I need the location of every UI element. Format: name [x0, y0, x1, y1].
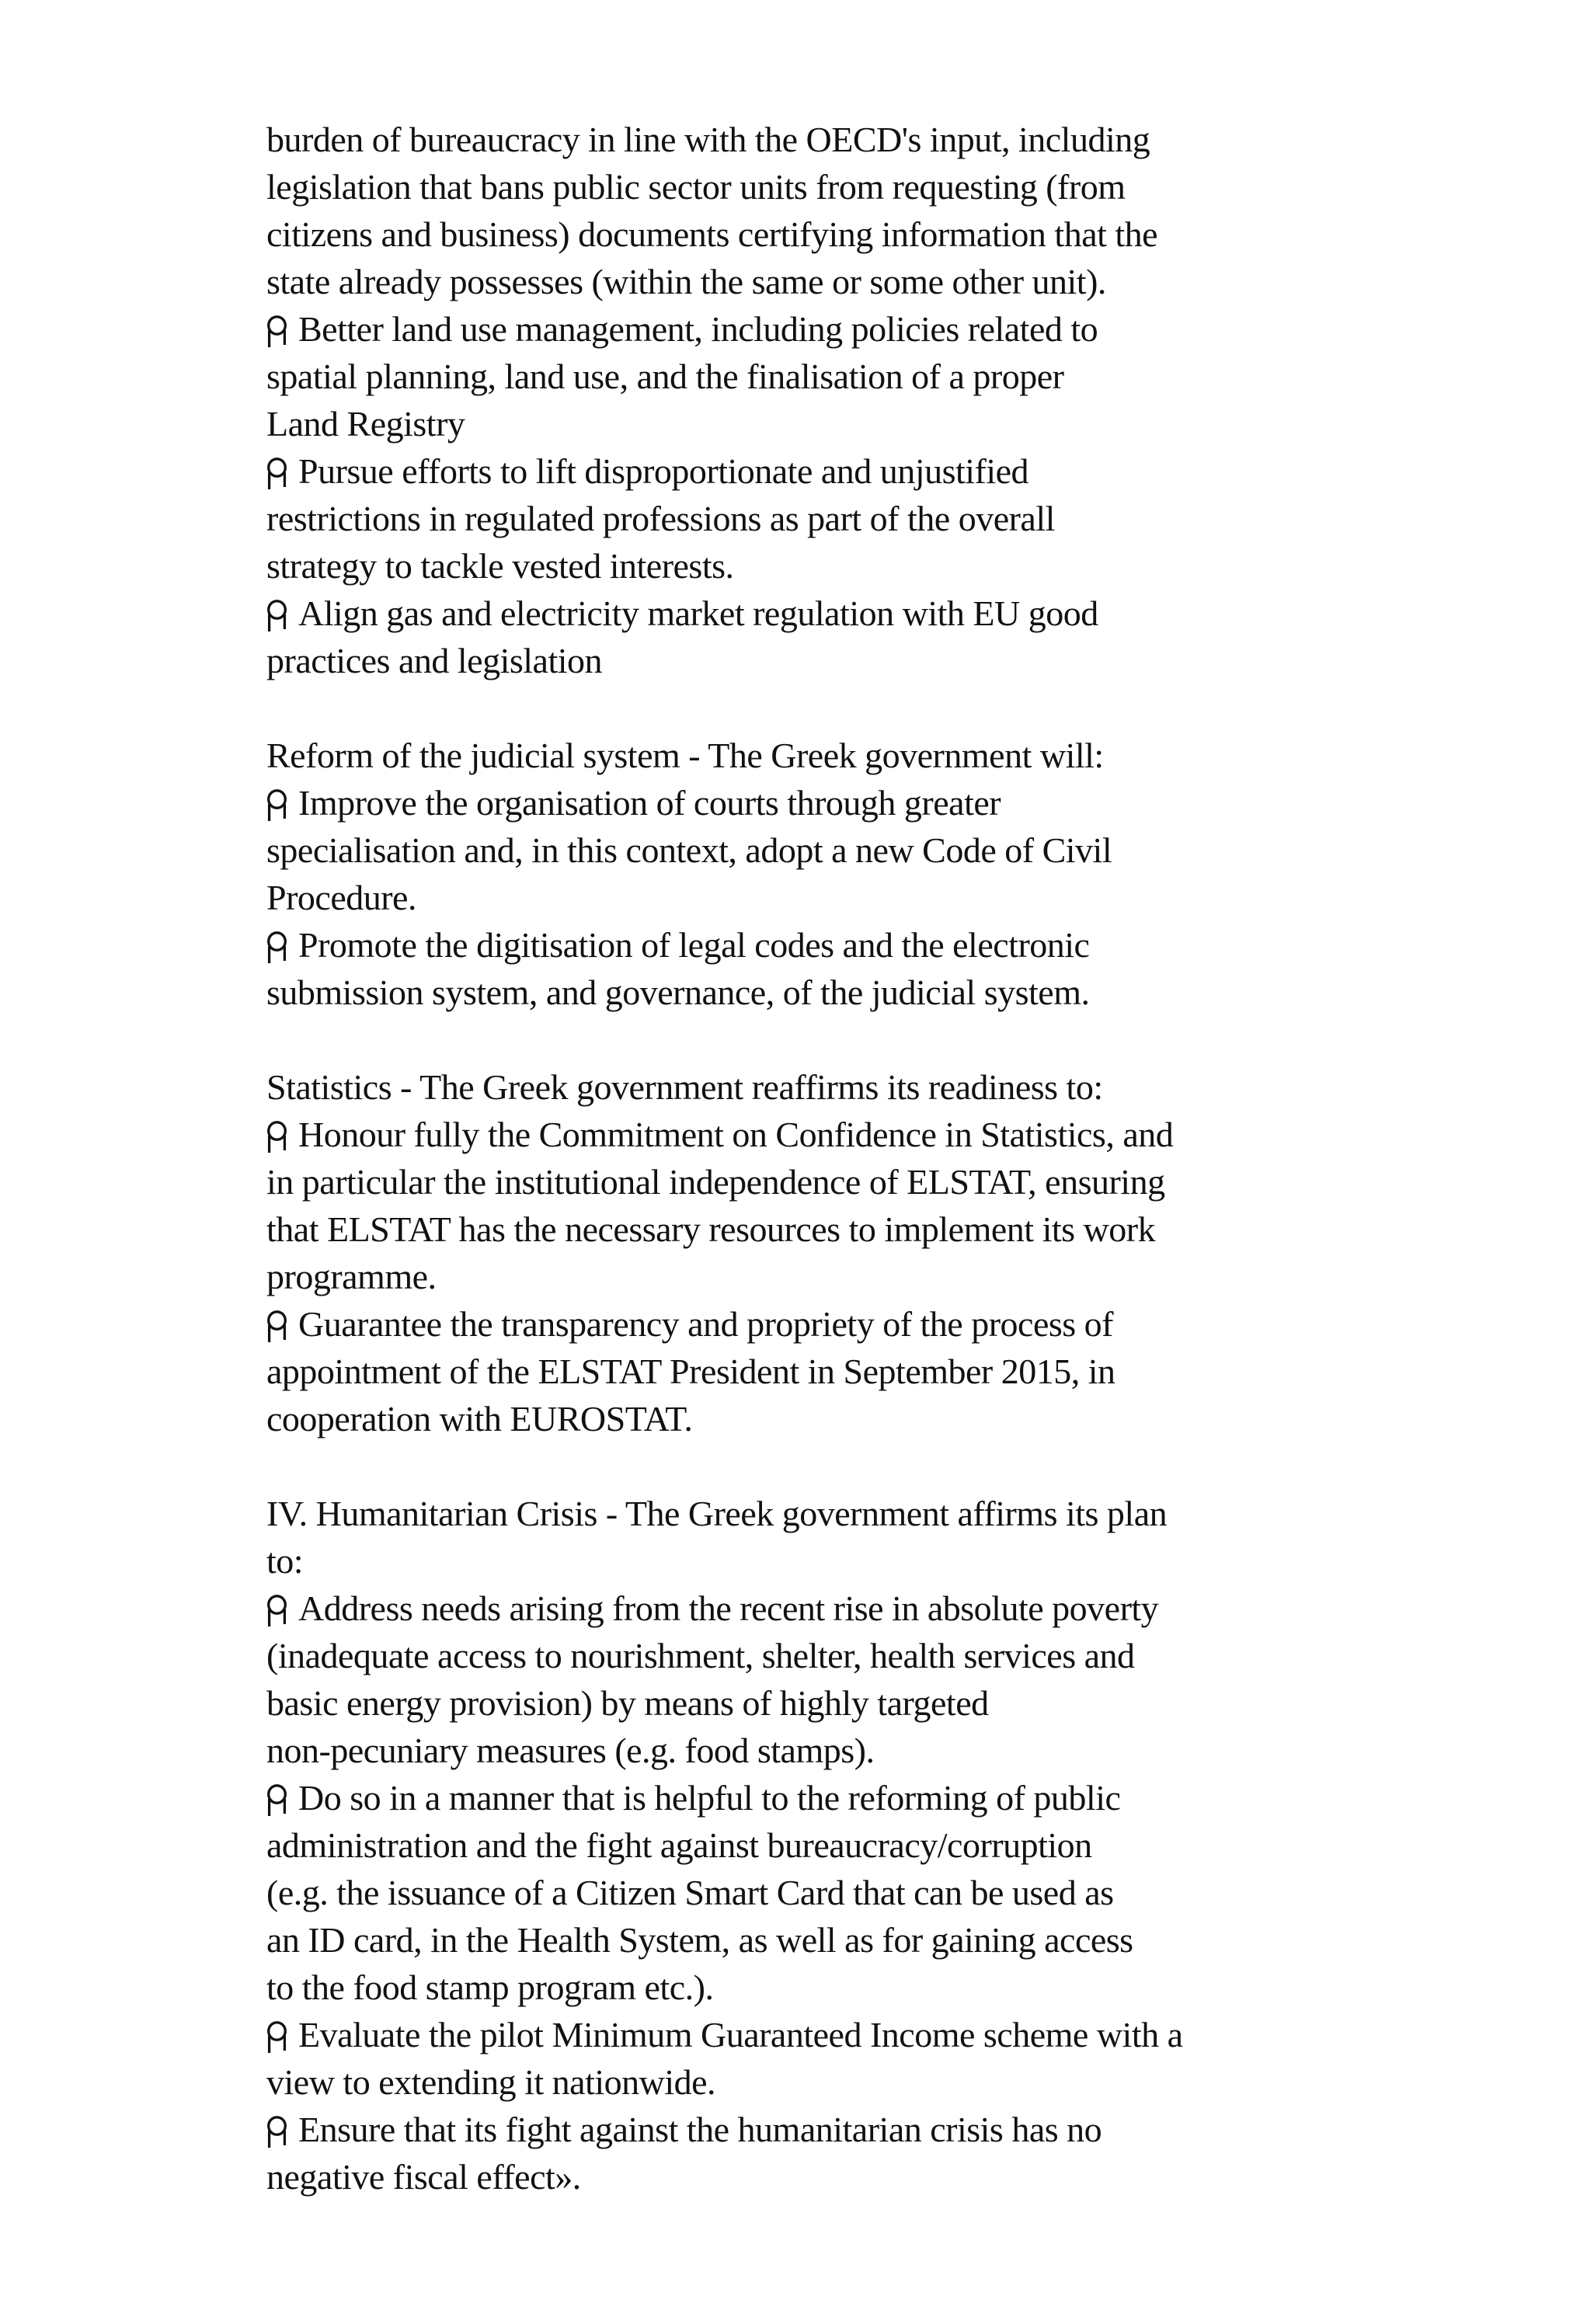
text-line — [266, 1111, 1432, 1158]
line-text: basic energy provision) by means of highly targeted — [266, 1683, 989, 1723]
text-line — [266, 1537, 1432, 1585]
text-line — [266, 305, 1432, 353]
text-line — [266, 1774, 1432, 1821]
bullet-icon — [266, 2116, 287, 2148]
text-line — [266, 1348, 1432, 1395]
text-line — [266, 921, 1432, 969]
text-line — [266, 1395, 1432, 1442]
text-line — [266, 1869, 1432, 1916]
blank-line — [266, 1016, 1432, 1063]
line-text: in particular the institutional independence of ELSTAT, ensuring — [266, 1162, 1165, 1202]
text-line — [266, 353, 1432, 400]
text-line — [266, 1679, 1432, 1727]
line-text: Align gas and electricity market regulation with EU good — [298, 593, 1098, 633]
line-text: Address needs arising from the recent rise in absolute poverty — [298, 1588, 1159, 1628]
line-text: cooperation with EUROSTAT. — [266, 1399, 693, 1439]
bullet-icon — [266, 457, 287, 490]
text-line — [266, 2011, 1432, 2058]
line-text: Improve the organisation of courts through greater — [298, 783, 1001, 823]
text-line — [266, 1632, 1432, 1679]
line-text: state already possesses (within the same or some other unit). — [266, 262, 1106, 301]
document-text-block — [266, 116, 1432, 2200]
text-line — [266, 1300, 1432, 1348]
text-line — [266, 637, 1432, 684]
line-text: to the food stamp program etc.). — [266, 1967, 714, 2007]
bullet-icon — [266, 1121, 287, 1153]
bullet-icon — [266, 931, 287, 964]
line-text: submission system, and governance, of the judicial system. — [266, 972, 1090, 1012]
text-line — [266, 542, 1432, 590]
line-text: Promote the digitisation of legal codes and the electronic — [298, 925, 1090, 965]
text-line — [266, 447, 1432, 495]
line-text: that ELSTAT has the necessary resources to implement its work — [266, 1209, 1156, 1249]
line-text: restrictions in regulated professions as part of the overall — [266, 499, 1055, 538]
line-text: to: — [266, 1541, 304, 1581]
line-text: Procedure. — [266, 878, 416, 917]
text-line — [266, 779, 1432, 826]
bullet-icon — [266, 1310, 287, 1343]
line-text: Do so in a manner that is helpful to the reforming of public — [298, 1778, 1121, 1818]
line-text: Better land use management, including policies related to — [298, 309, 1098, 349]
line-text: appointment of the ELSTAT President in September 2015, in — [266, 1352, 1115, 1391]
line-text: spatial planning, land use, and the finalisation of a proper — [266, 357, 1064, 396]
bullet-icon — [266, 315, 287, 348]
text-line — [266, 400, 1432, 447]
line-text: administration and the fight against bureaucracy/corruption — [266, 1825, 1092, 1865]
bullet-icon — [266, 789, 287, 822]
line-text: non-pecuniary measures (e.g. food stamps). — [266, 1731, 875, 1770]
text-line — [266, 1964, 1432, 2011]
text-line — [266, 2106, 1432, 2153]
line-text: (e.g. the issuance of a Citizen Smart Card that can be used as — [266, 1873, 1114, 1912]
text-line — [266, 826, 1432, 874]
bullet-icon — [266, 1784, 287, 1817]
text-line — [266, 2153, 1432, 2200]
line-text: Statistics - The Greek government reaffirms its readiness to: — [266, 1067, 1103, 1107]
text-line — [266, 163, 1432, 210]
text-line — [266, 1063, 1432, 1111]
blank-line — [266, 1442, 1432, 1490]
line-text: Honour fully the Commitment on Confidence in Statistics, and — [298, 1115, 1174, 1154]
text-line — [266, 495, 1432, 542]
line-text: legislation that bans public sector units from requesting (from — [266, 167, 1126, 207]
line-text: an ID card, in the Health System, as well as for gaining access — [266, 1920, 1133, 1960]
line-text: Pursue efforts to lift disproportionate and unjustified — [298, 451, 1029, 491]
line-text: Ensure that its fight against the humanitarian crisis has no — [298, 2110, 1102, 2149]
text-line — [266, 116, 1432, 163]
bullet-icon — [266, 600, 287, 632]
bullet-icon — [266, 2021, 287, 2054]
line-text: Reform of the judicial system - The Greek government will: — [266, 736, 1104, 775]
line-text: Land Registry — [266, 404, 465, 444]
text-line — [266, 1490, 1432, 1537]
line-text: negative fiscal effect». — [266, 2157, 581, 2197]
text-line — [266, 1821, 1432, 1869]
line-text: programme. — [266, 1257, 437, 1296]
line-text: IV. Humanitarian Crisis - The Greek government affirms its plan — [266, 1494, 1168, 1533]
line-text: view to extending it nationwide. — [266, 2062, 716, 2102]
text-line — [266, 1158, 1432, 1205]
text-line — [266, 874, 1432, 921]
text-line — [266, 258, 1432, 305]
text-line — [266, 1727, 1432, 1774]
line-text: Evaluate the pilot Minimum Guaranteed Income scheme with a — [298, 2015, 1183, 2054]
text-line — [266, 210, 1432, 258]
line-text: specialisation and, in this context, adopt a new Code of Civil — [266, 830, 1112, 870]
text-line — [266, 1253, 1432, 1300]
text-line — [266, 732, 1432, 779]
line-text: burden of bureaucracy in line with the OECD's input, including — [266, 120, 1150, 159]
line-text: citizens and business) documents certifying information that the — [266, 214, 1158, 254]
line-text: (inadequate access to nourishment, shelter, health services and — [266, 1636, 1135, 1675]
line-text: practices and legislation — [266, 641, 603, 680]
line-text: strategy to tackle vested interests. — [266, 546, 734, 586]
bullet-icon — [266, 1595, 287, 1627]
text-line — [266, 969, 1432, 1016]
text-line — [266, 2058, 1432, 2106]
text-line — [266, 590, 1432, 637]
blank-line — [266, 684, 1432, 732]
text-line — [266, 1585, 1432, 1632]
text-line — [266, 1916, 1432, 1964]
text-line — [266, 1205, 1432, 1253]
line-text: Guarantee the transparency and propriety of the process of — [298, 1304, 1113, 1344]
